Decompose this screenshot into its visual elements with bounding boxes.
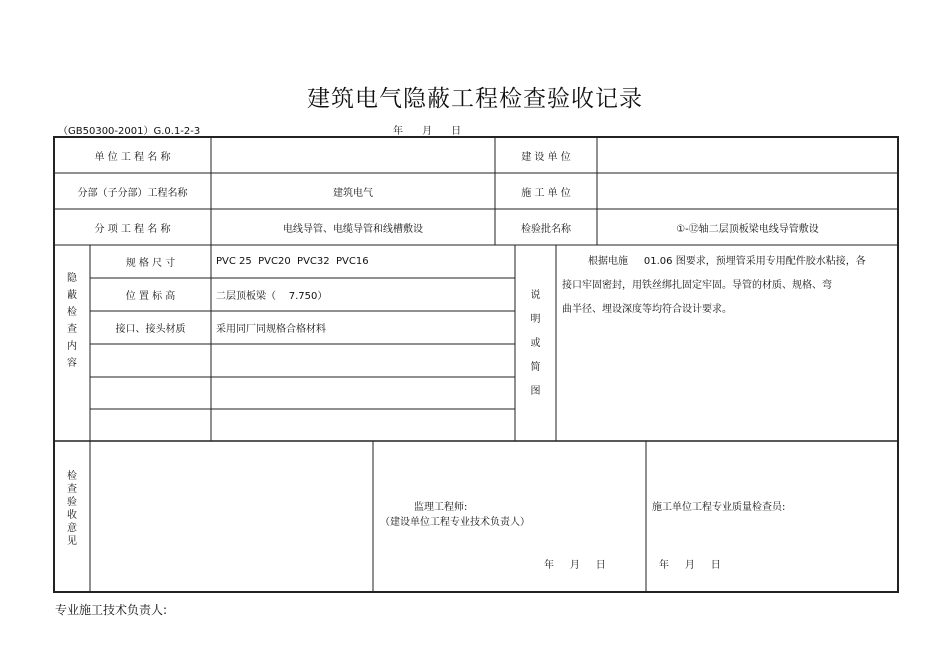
description-line: 根据电施 01.06 图要求，预埋管采用专用配件胶水粘接，各 <box>588 256 866 267</box>
spec-size-label: 规 格 尺 寸 <box>125 258 176 269</box>
batch-name-label: 检验批名称 <box>521 223 571 235</box>
contractor-date: 年 月 日 <box>659 559 721 571</box>
supervisor-label: 监理工程师: <box>414 501 468 513</box>
description-line: 接口牢固密封，用铁丝绑扎固定牢固。导管的材质、规格、弯 <box>562 280 832 291</box>
joint-material-label: 接口、接头材质 <box>115 324 186 335</box>
blank-row-value <box>216 377 511 409</box>
subdivision-value: 建筑电气 <box>333 187 373 199</box>
contractor-inspector-label: 施工单位工程专业质量检查员: <box>652 501 786 513</box>
blank-row-value <box>216 409 511 441</box>
contractor-unit-label: 施 工 单 位 <box>521 187 571 199</box>
position-elevation-label: 位 置 标 高 <box>125 291 176 302</box>
acceptance-side-label: 检 查 验 收 意 见 <box>67 471 77 547</box>
item-project-value: 电线导管、电缆导管和线槽敷设 <box>283 223 423 235</box>
unit-project-value <box>211 137 495 173</box>
page-title: 建筑电气隐蔽工程检查验收记录 <box>307 86 643 112</box>
position-elevation-value: 二层顶板梁（ 7.750） <box>216 291 328 302</box>
standard-code: （GB50300-2001）G.0.1-2-3 <box>58 126 201 137</box>
supervisor-date: 年 月 日 <box>544 559 606 571</box>
owner-unit-label: 建 设 单 位 <box>521 151 571 163</box>
description-line: 曲半径、埋设深度等均符合设计要求。 <box>562 304 732 315</box>
blank-row-value <box>216 344 511 377</box>
hidden-inspection-side-label: 隐 蔽 检 查 内 容 <box>67 273 77 369</box>
supervisor-sub-label: （建设单位工程专业技术负责人） <box>380 516 530 528</box>
date-header: 年 月 日 <box>393 126 462 137</box>
batch-name-value: ①-⑫轴二层顶板梁电线导管敷设 <box>676 223 819 235</box>
contractor-unit-value <box>597 173 898 209</box>
spec-size-value: PVC 25 PVC20 PVC32 PVC16 <box>216 256 369 267</box>
joint-material-value: 采用同厂同规格合格材料 <box>216 324 326 335</box>
description-text <box>562 250 894 322</box>
owner-unit-value <box>597 137 898 173</box>
unit-project-label: 单 位 工 程 名 称 <box>94 151 171 163</box>
footer-technical-lead: 专业施工技术负责人: <box>55 603 168 617</box>
blank-row-label <box>90 344 211 377</box>
blank-row-label <box>90 377 211 409</box>
note-or-sketch-label: 说 明 或 简 图 <box>530 290 541 397</box>
blank-row-label <box>90 409 211 441</box>
subdivision-label: 分部（子分部）工程名称 <box>77 187 188 199</box>
item-project-label: 分 项 工 程 名 称 <box>94 223 171 235</box>
